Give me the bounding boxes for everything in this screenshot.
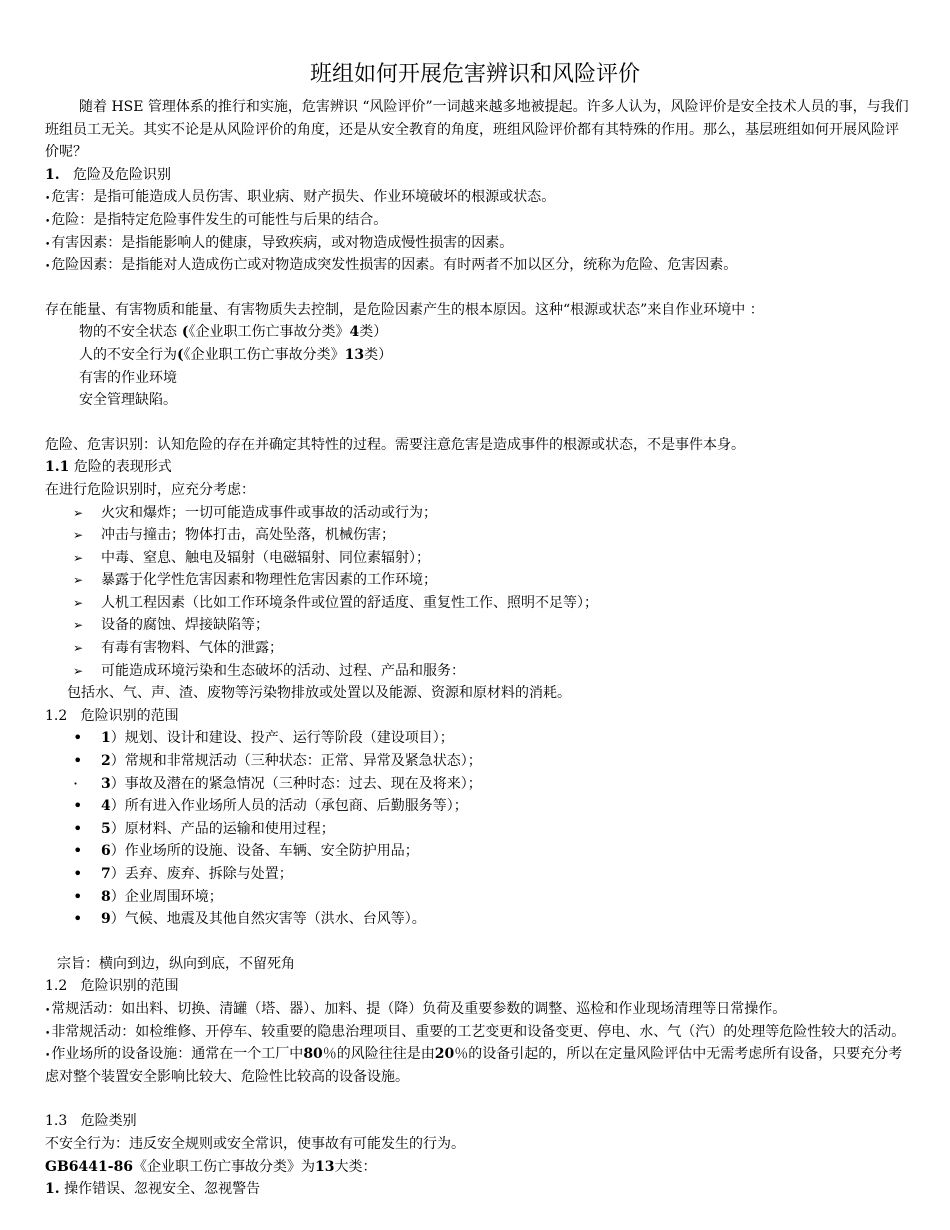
definition-item bbox=[45, 209, 911, 232]
list-item bbox=[45, 547, 911, 570]
bullet-icon: • bbox=[45, 239, 51, 250]
list-item bbox=[45, 502, 911, 525]
bullet-icon: · bbox=[73, 773, 79, 793]
bullet-icon: • bbox=[73, 841, 83, 861]
section-number: 1. bbox=[45, 166, 60, 183]
list-item bbox=[45, 795, 911, 818]
section-1-1-heading bbox=[45, 456, 911, 479]
intro-paragraph: 随着 HSE 管理体系的推行和实施，危害辨识 “风险评价”一词越来越多地被提起。许多人认为，风险评价是安全技术人员的事，与我们班组员工无关。其实不论是从风险评价的角度，还是从安全教育的角度，班组风险评价都有其特殊的作用。那么，基层班组如何开展风险评价呢？ bbox=[45, 99, 909, 161]
item-text: ）作业场所的设施、设备、车辆、安全防护用品； bbox=[110, 843, 419, 860]
tail: 类） bbox=[364, 346, 393, 363]
item-text: 设备的腐蚀、焊接缺陷等； bbox=[101, 617, 269, 634]
list-item bbox=[45, 660, 911, 683]
equipment-text-b: ％的风险往往是由 bbox=[322, 1046, 435, 1063]
item-number: 7 bbox=[101, 866, 111, 882]
item-number: 6 bbox=[101, 843, 111, 860]
activity-text: 非常规活动：如检维修、开停车、较重要的隐患治理项目、重要的工艺变更和设备变更、停电、水、气（汽）的处理等危险性较大的活动。 bbox=[51, 1023, 906, 1040]
section-number: 1.2 bbox=[45, 707, 68, 724]
bullet-icon: • bbox=[73, 796, 83, 816]
section-1-heading bbox=[45, 164, 911, 187]
list-item bbox=[45, 637, 911, 660]
activity-item bbox=[45, 1021, 911, 1044]
bullet-icon: • bbox=[73, 909, 83, 929]
energy-paragraph: 存在能量、有害物质和能量、有害物质失去控制，是危险因素产生的根本原因。这种“根源或状态”来自作业环境中 ： bbox=[45, 301, 764, 318]
item-text: ）规划、设计和建设、投产、运行等阶段（建设项目）； bbox=[110, 730, 454, 747]
item-text: ）事故及潜在的紧急情况（三种时态：过去、现在及将来）； bbox=[110, 775, 482, 792]
arrow-bullet-icon: ➢ bbox=[73, 573, 84, 588]
bullet-icon: • bbox=[45, 1005, 51, 1016]
definition-text: 危险因素：是指能对人造成伤亡或对物造成突发性损害的因素。有时两者不加以区分，统称为危险、危害因素。 bbox=[51, 257, 738, 274]
arrow-bullet-icon: ➢ bbox=[73, 618, 84, 633]
item-text: ）常规和非常规活动（三种状态：正常、异常及紧急状态）； bbox=[110, 753, 482, 770]
unsafe-behavior-line: 不安全行为：违反安全规则或安全常识，使事故有可能发生的行为。 bbox=[45, 1135, 465, 1152]
item-number: 3 bbox=[101, 775, 111, 792]
section-title: 危险的表现形式 bbox=[73, 459, 172, 476]
bullet-icon: • bbox=[73, 751, 83, 771]
item-text: 冲击与撞击；物体打击，高处坠落，机械伤害； bbox=[101, 527, 395, 544]
arrow-bullet-icon: ➢ bbox=[73, 641, 84, 656]
item-text: 火灾和爆炸；一切可能造成事件或事故的活动或行为； bbox=[101, 504, 437, 521]
standard-reference: 《企业职工伤亡事故分类》为 bbox=[133, 1158, 316, 1175]
list-item bbox=[45, 840, 911, 863]
scope-list bbox=[45, 727, 911, 930]
section-title: 危险及危险识别 bbox=[72, 166, 171, 183]
forms-list bbox=[45, 502, 911, 683]
gb-standard-line bbox=[45, 1156, 911, 1179]
list-item bbox=[45, 614, 911, 637]
list-item bbox=[45, 750, 911, 773]
arrow-bullet-icon: ➢ bbox=[73, 528, 84, 543]
document-body bbox=[45, 96, 911, 1201]
arrow-bullet-icon: ➢ bbox=[73, 505, 84, 520]
arrow-bullet-icon: ➢ bbox=[73, 663, 84, 678]
section-number: 1.1 bbox=[45, 459, 70, 476]
activity-text: 常规活动：如出料、切换、清罐（塔、器）、加料、提（降）负荷及重要参数的调整、巡检和作业现场清理等日常操作。 bbox=[51, 1000, 787, 1017]
item-text: ）企业周围环境； bbox=[110, 888, 223, 905]
section-number: 1.3 bbox=[45, 1113, 68, 1130]
standard-tail: 大类： bbox=[334, 1158, 377, 1175]
standard-code: GB6441-86 bbox=[45, 1158, 134, 1175]
document-title: 班组如何开展危害辨识和风险评价 bbox=[309, 62, 640, 87]
motto-line: 宗旨：横向到边，纵向到底，不留死角 bbox=[57, 955, 295, 972]
state-item: 有害的作业环境 bbox=[79, 369, 177, 386]
reference: 《企业职工伤亡事故分类》 bbox=[183, 346, 345, 363]
item-text: ）原材料、产品的运输和使用过程； bbox=[110, 820, 335, 837]
item-number: 9 bbox=[101, 911, 111, 928]
section-title: 危险识别的范围 bbox=[80, 707, 179, 724]
section-title: 危险类别 bbox=[80, 1113, 137, 1130]
section-1-3-heading bbox=[45, 1110, 911, 1133]
bullet-icon: • bbox=[45, 216, 51, 227]
item-number: 8 bbox=[101, 888, 111, 905]
item-text: 暴露于化学性危害因素和物理性危害因素的工作环境； bbox=[101, 572, 437, 589]
list-item bbox=[45, 727, 911, 750]
bullet-icon: • bbox=[45, 262, 51, 273]
item-text: 可能造成环境污染和生态破坏的活动、过程、产品和服务： bbox=[101, 662, 465, 679]
arrow-bullet-icon: ➢ bbox=[73, 550, 84, 565]
item-text: ）气候、地震及其他自然灾害等（洪水、台风等）。 bbox=[110, 911, 426, 928]
state-item: 安全管理缺陷。 bbox=[79, 392, 177, 409]
count: 4 bbox=[349, 324, 360, 341]
definition-text: 有害因素：是指能影响人的健康，导致疾病，或对物造成慢性损害的因素。 bbox=[51, 234, 514, 251]
category-text: 操作错误、忽视安全、忽视警告 bbox=[64, 1181, 261, 1198]
reference: 《企业职工伤亡事故分类》 bbox=[188, 324, 350, 341]
list-item bbox=[45, 818, 911, 841]
item-number: 2 bbox=[101, 753, 111, 770]
consider-line: 在进行危险识别时，应充分考虑： bbox=[45, 481, 255, 498]
percent-80: 80 bbox=[303, 1046, 323, 1063]
bullet-icon: • bbox=[45, 194, 51, 205]
item-text: 有毒有害物料、气体的泄露； bbox=[101, 640, 283, 657]
state-item bbox=[45, 321, 911, 344]
paren: ( bbox=[181, 324, 189, 341]
item-number: 1 bbox=[101, 730, 111, 747]
state-item bbox=[45, 344, 911, 367]
item-text: ）丢弃、废弃、拆除与处置； bbox=[110, 866, 293, 882]
bullet-icon: • bbox=[73, 864, 83, 883]
section-title: 危险识别的范围 bbox=[80, 978, 179, 995]
category-item bbox=[45, 1178, 911, 1201]
state-text: 物的不安全状态 bbox=[79, 324, 177, 341]
percent-20: 20 bbox=[434, 1046, 455, 1063]
category-count: 13 bbox=[315, 1158, 335, 1175]
count: 13 bbox=[344, 346, 365, 363]
item-text: 中毒、窒息、触电及辐射（电磁辐射、同位素辐射）； bbox=[101, 549, 430, 566]
paren: ( bbox=[177, 346, 184, 363]
equipment-text-c: ％的设备引起的，所以在定量风险评估中无需考虑所有设备，只要充分考虑对整个装置安全影响比较大、危险性比较高的设备设施。 bbox=[45, 1046, 903, 1085]
item-number: 5 bbox=[101, 820, 111, 837]
definition-text: 危害：是指可能造成人员伤害、职业病、财产损失、作业环境破坏的根源或状态。 bbox=[51, 189, 556, 206]
list-item bbox=[45, 863, 911, 886]
item-number: 4 bbox=[101, 798, 111, 815]
state-text: 人的不安全行为 bbox=[79, 346, 177, 363]
activity-item bbox=[45, 998, 911, 1021]
definition-text: 危险：是指特定危险事件发生的可能性与后果的结合。 bbox=[51, 211, 388, 228]
bullet-icon: • bbox=[73, 818, 83, 838]
equipment-text-a: 作业场所的设备设施：通常在一个工厂中 bbox=[51, 1046, 304, 1063]
section-1-2-heading-repeat bbox=[45, 975, 911, 998]
bullet-icon: • bbox=[45, 1028, 51, 1039]
definition-item bbox=[45, 232, 911, 255]
list-item bbox=[45, 773, 911, 796]
forms-tail: 包括水、气、声、渣、废物等污染物排放或处置以及能源、资源和原材料的消耗。 bbox=[67, 685, 571, 702]
arrow-bullet-icon: ➢ bbox=[73, 595, 84, 610]
bullet-icon: • bbox=[73, 728, 83, 748]
bullet-icon: • bbox=[45, 1051, 51, 1062]
list-item bbox=[45, 908, 911, 931]
item-text: ）所有进入作业场所人员的活动（承包商、后勤服务等）； bbox=[110, 798, 468, 815]
equipment-item bbox=[45, 1043, 911, 1088]
item-text: 人机工程因素（比如工作环境条件或位置的舒适度、重复性工作、照明不足等）； bbox=[101, 594, 598, 611]
list-item bbox=[45, 886, 911, 909]
section-1-2-heading bbox=[45, 705, 911, 728]
definition-item bbox=[45, 186, 911, 209]
hazard-identification-paragraph: 危险、危害识别：认知危险的存在并确定其特性的过程。需要注意危害是造成事件的根源或状态，不是事件本身。 bbox=[45, 436, 745, 453]
category-number: 1. bbox=[45, 1181, 60, 1198]
list-item bbox=[45, 524, 911, 547]
list-item bbox=[45, 569, 911, 592]
list-item bbox=[45, 592, 911, 615]
bullet-icon: • bbox=[73, 886, 83, 906]
definition-item bbox=[45, 254, 911, 277]
section-number: 1.2 bbox=[45, 978, 68, 995]
tail: 类） bbox=[359, 324, 388, 341]
